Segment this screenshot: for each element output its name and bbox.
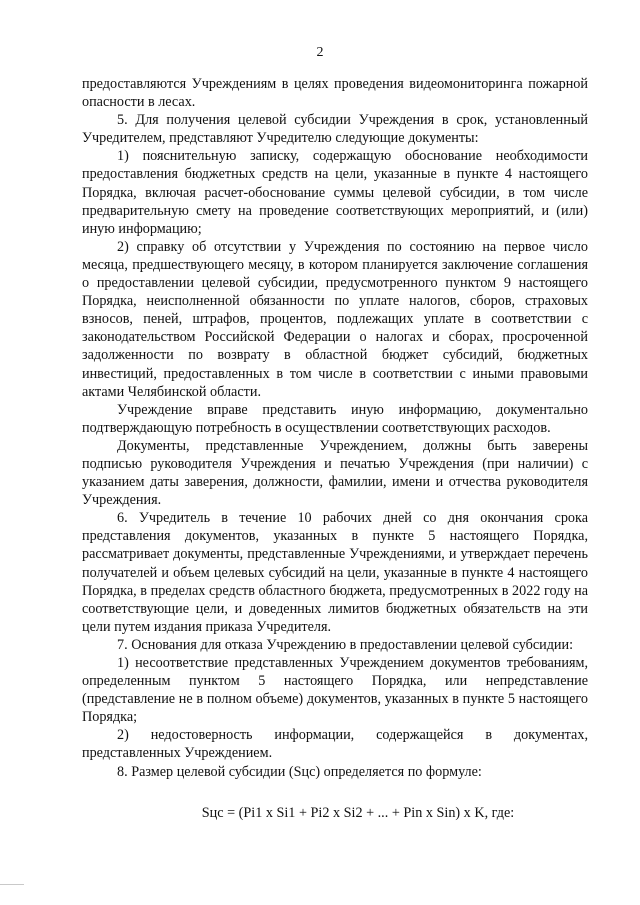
scan-edge-mark	[0, 884, 24, 885]
paragraph-additional-info: Учреждение вправе представить иную информацию, документально подтверждающую потребность в осуществлении соответствующих расходов.	[82, 401, 588, 436]
paragraph-clause-7: 7. Основания для отказа Учреждению в предоставлении целевой субсидии:	[117, 636, 574, 653]
paragraph-clause-5-item-2: 2) справку об отсутствии у Учреждения по состоянию на первое число месяца, предшествующего месяцу, в котором планируется заключение соглашения о предоставлении целевой субсидии, предусмотренного пунктом 9 настоящего Порядка, неисполненной обязанности по уплате налогов, сборов, страховых взносов, пеней, штрафов, процентов, подлежащих уплате в соответствии с законодательством Российской Федерации о налогах и сборах, просроченной задолженности по возврату в областной бюджет субсидий, бюджетных инвестиций, предоставленных в том числе в соответствии с иными правовыми актами Челябинской области.	[82, 238, 588, 400]
paragraph-clause-7-item-1: 1) несоответствие представленных Учреждением документов требованиям, определенным пунктом 5 настоящего Порядка, или непредставление (представление не в полном объеме) документов, указанных в пункте 5 настоящего Порядка;	[82, 655, 588, 726]
paragraph-clause-8: 8. Размер целевой субсидии (Sцс) определяется по формуле:	[117, 763, 482, 780]
paragraph-continuation: предоставляются Учреждениям в целях проведения видеомониторинга пожарной опасности в лесах.	[82, 76, 588, 111]
paragraph-certification: Документы, представленные Учреждением, должны быть заверены подписью руководителя Учреждения и печатью Учреждения (при наличии) с указанием даты заверения, должности, фамилии, имени и отчества руководителя Учреждения.	[82, 437, 588, 509]
paragraph-clause-5: 5. Для получения целевой субсидии Учреждения в срок, установленный Учредителем, представляют Учредителю следующие документы:	[82, 112, 588, 147]
paragraph-clause-7-item-2: 2) недостоверность информации, содержащейся в документах, представленных Учреждением.	[82, 727, 588, 762]
page-number: 2	[316, 45, 324, 60]
subsidy-formula: Sцс = (Pi1 x Si1 + Pi2 x Si2 + ... + Pin x Sin) x K, где:	[201, 805, 515, 821]
paragraph-clause-6: 6. Учредитель в течение 10 рабочих дней со дня окончания срока представления документов, указанных в пункте 5 настоящего Порядка, рассматривает документы, представленные Учреждениями, и утверждает перечень получателей и объем целевых субсидий на цели, указанные в пункте 4 настоящего Порядка, в пределах средств областного бюджета, предусмотренных в 2022 году на соответствующие цели, и доведенных лимитов бюджетных обязательств на эти цели путем издания приказа Учредителя.	[82, 510, 588, 635]
paragraph-clause-5-item-1: 1) пояснительную записку, содержащую обоснование необходимости предоставления бюджетных средств на цели, указанные в пункте 4 настоящего Порядка, включая расчет-обоснование суммы целевой субсидии, в том числе предварительную смету на проведение соответствующих мероприятий, и (или) иную информацию;	[82, 148, 588, 237]
document-body	[82, 75, 588, 781]
